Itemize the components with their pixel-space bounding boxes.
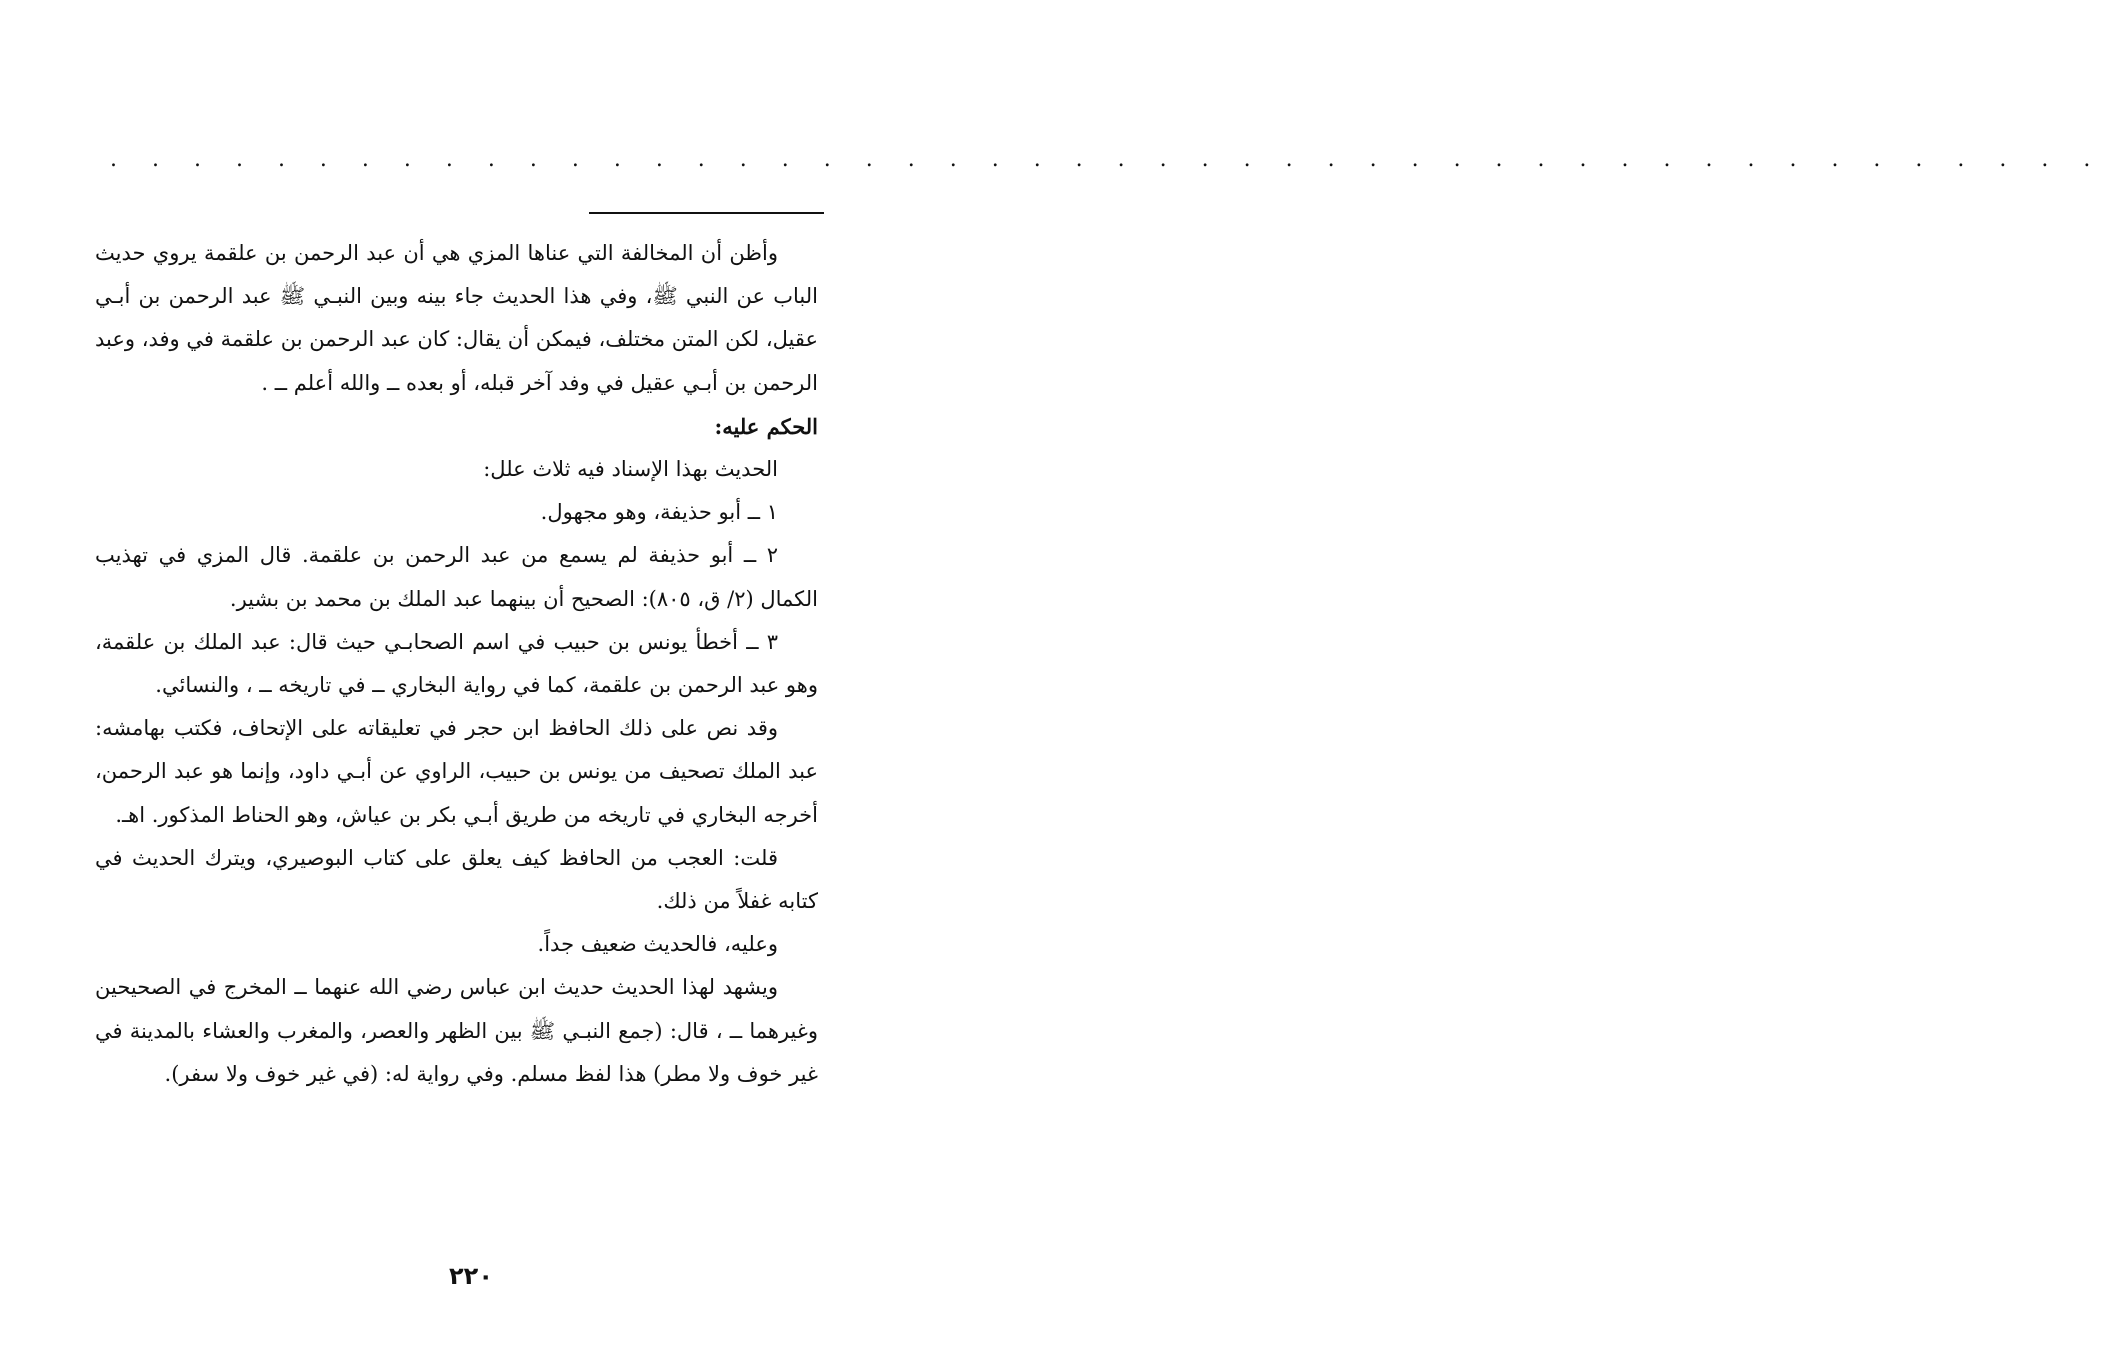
defect-item-2: ٢ ــ أبو حذيفة لم يسمع من عبد الرحمن بن علقمة. قال المزي في تهذيب الكمال (٢/ ق، ٨٠٥): الصحيح أن بينهما عبد الملك بن محمد بن بشير.: [95, 543, 818, 611]
defect-item-3: ٣ ــ أخطأ يونس بن حبيب في اسم الصحابـي حيث قال: عبد الملك بن علقمة، وهو عبد الرحمن بن علقمة، كما في رواية البخاري ــ في تاريخه ــ ، والنسائي.: [95, 629, 818, 698]
paragraph-opinion: وأظن أن المخالفة التي عناها المزي هي أن عبد الرحمن بن علقمة يروي حديث الباب عن النبي ﷺ، وفي هذا الحديث جاء بينه وبين النبـي ﷺ عبد الرحمن بن أبـي عقيل، لكن المتن مختلف، فيمكن أن يقال: كان عبد الرحمن بن علقمة في وفد، وعبد الرحمن بن أبـي عقيل في وفد آخر قبله، أو بعده ــ والله أعلم ــ .: [95, 241, 818, 395]
defect-item-1: ١ ــ أبو حذيفة، وهو مجهول.: [540, 500, 778, 525]
page-body: [95, 232, 818, 1096]
paragraph-defects-intro: الحديث بهذا الإسناد فيه ثلاث علل:: [483, 457, 778, 482]
page-number: ٢٢٠: [449, 1262, 493, 1290]
section-heading: الحكم عليه:: [714, 413, 818, 439]
paragraph-supporting-hadith: ويشهد لهذا الحديث حديث ابن عباس رضي الله عنهما ــ المخرج في الصحيحين وغيرهما ــ ، قال: (جمع النبـي ﷺ بين الظهر والعصر، والمغرب والعشاء بالمدينة في غير خوف ولا مطر) هذا لفظ مسلم. وفي رواية له: (في غير خوف ولا سفر).: [95, 975, 818, 1086]
paragraph-ibn-hajar: وقد نص على ذلك الحافظ ابن حجر في تعليقاته على الإتحاف، فكتب بهامشه: عبد الملك تصحيف من يونس بن حبيب، الراوي عن أبـي داود، وإنما هو عبد الرحمن، أخرجه البخاري في تاريخه من طريق أبـي بكر بن عياش، وهو الحناط المذكور. اهـ.: [95, 716, 818, 827]
paragraph-verdict: وعليه، فالحديث ضعيف جداً.: [537, 932, 778, 957]
paragraph-author-note: قلت: العجب من الحافظ كيف يعلق على كتاب البوصيري، ويترك الحديث في كتابه غفلاً من ذلك.: [95, 845, 818, 914]
footnote-rule: [589, 212, 824, 214]
footnote-separator-dots: . . . . . . . . . . . . . . . . . . . . . . . . . . . . . . . . . . . . . . . . . . . . . . . .: [110, 147, 2104, 172]
